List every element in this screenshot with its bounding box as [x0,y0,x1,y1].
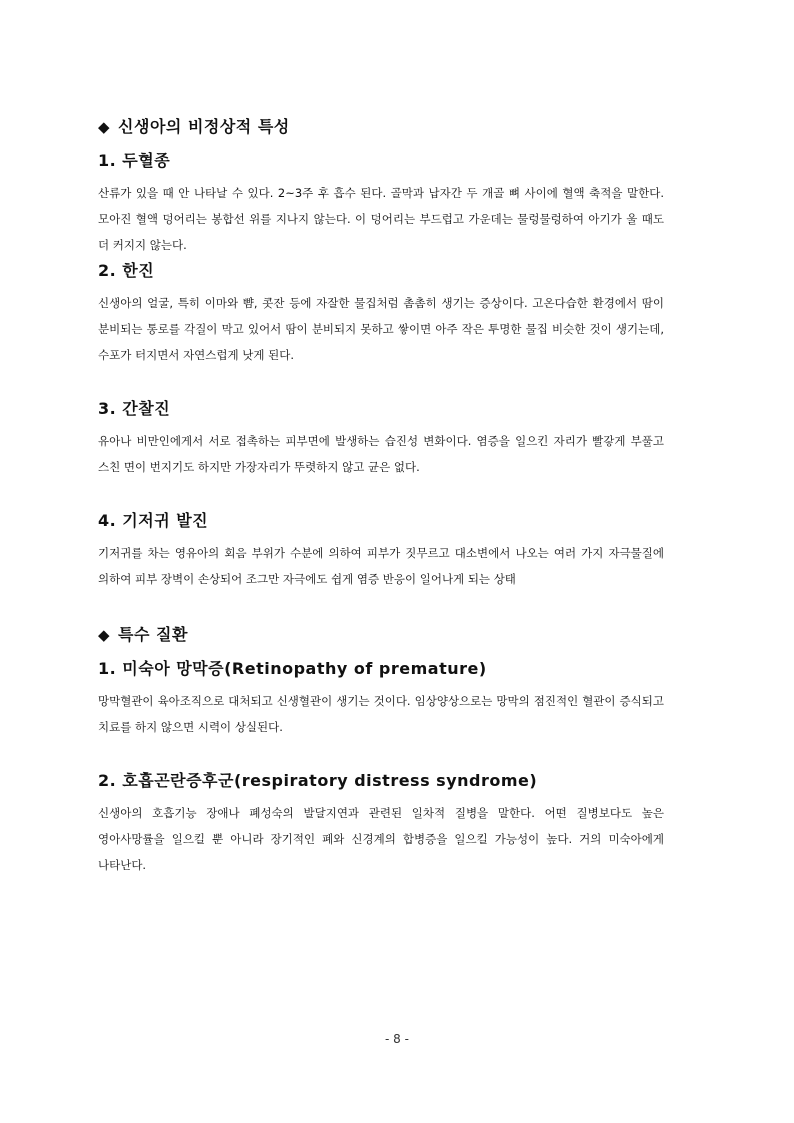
item-paragraph: 신생아의 얼굴, 특히 이마와 뺨, 콧잔 등에 자잘한 물집처럼 촘촘히 생기는 증상이다. 고온다습한 환경에서 땀이 분비되는 통로를 각질이 막고 있어서 땀이 분비되지 못하고 쌓이면 아주 작은 투명한 물집 비슷한 것이 생기는데, 수포가 터지면서 자연스럽게 낫게 된다. [98,296,664,362]
item-paragraph: 산류가 있을 때 안 나타날 수 있다. 2~3주 후 흡수 된다. 골막과 납자간 두 개골 뼈 사이에 혈액 축적을 말한다. 모아진 혈액 덩어리는 봉합선 위를 지나지 않는다. 이 덩어리는 부드럽고 가운데는 물렁물렁하여 아기가 울 때도 더 커지지 않는다. [98,186,664,252]
item-heading: 1. 두혈종 [98,151,171,170]
item-heading: 4. 기저귀 발진 [98,511,209,530]
item-paragraph: 기저귀를 차는 영유아의 회음 부위가 수분에 의하여 피부가 짓무르고 대소변에서 나오는 여러 가지 자극물질에 의하여 피부 장벽이 손상되어 조그만 자극에도 쉽게 염증 반응이 일어나게 되는 상태 [98,546,664,586]
item-heading: 2. 호흡곤란증후군(respiratory distress syndrome) [98,771,538,790]
page-number: - 8 - [385,1032,409,1046]
section-heading-abnormal-traits [98,116,664,138]
item-heading: 2. 한진 [98,261,155,280]
item-paragraph: 신생아의 호흡기능 장애나 폐성숙의 발달지연과 관련된 일차적 질병을 말한다. 어떤 질병보다도 높은 영아사망률을 일으킬 뿐 아니라 장기적인 폐와 신경계의 합병증을 일으킬 가능성이 높다. 거의 미숙아에게 나타난다. [98,806,664,872]
diamond-bullet-icon: ◆ [98,118,111,136]
item-heading: 3. 간찰진 [98,399,171,418]
item-heading: 1. 미숙아 망막증(Retinopathy of premature) [98,659,487,678]
section-heading-special-diseases [98,624,664,646]
diamond-bullet-icon: ◆ [98,626,111,644]
section-title: 특수 질환 [118,625,188,644]
section-title: 신생아의 비정상적 특성 [118,117,290,136]
item-paragraph: 유아나 비만인에게서 서로 접촉하는 피부면에 발생하는 습진성 변화이다. 염증을 일으킨 자리가 빨갛게 부풀고 스친 면이 번지기도 하지만 가장자리가 뚜렷하지 않고 균은 없다. [98,434,664,474]
page-content [98,110,664,878]
item-paragraph: 망막혈관이 육아조직으로 대처되고 신생혈관이 생기는 것이다. 임상양상으로는 망막의 점진적인 혈관이 증식되고 치료를 하지 않으면 시력이 상실된다. [98,694,664,734]
